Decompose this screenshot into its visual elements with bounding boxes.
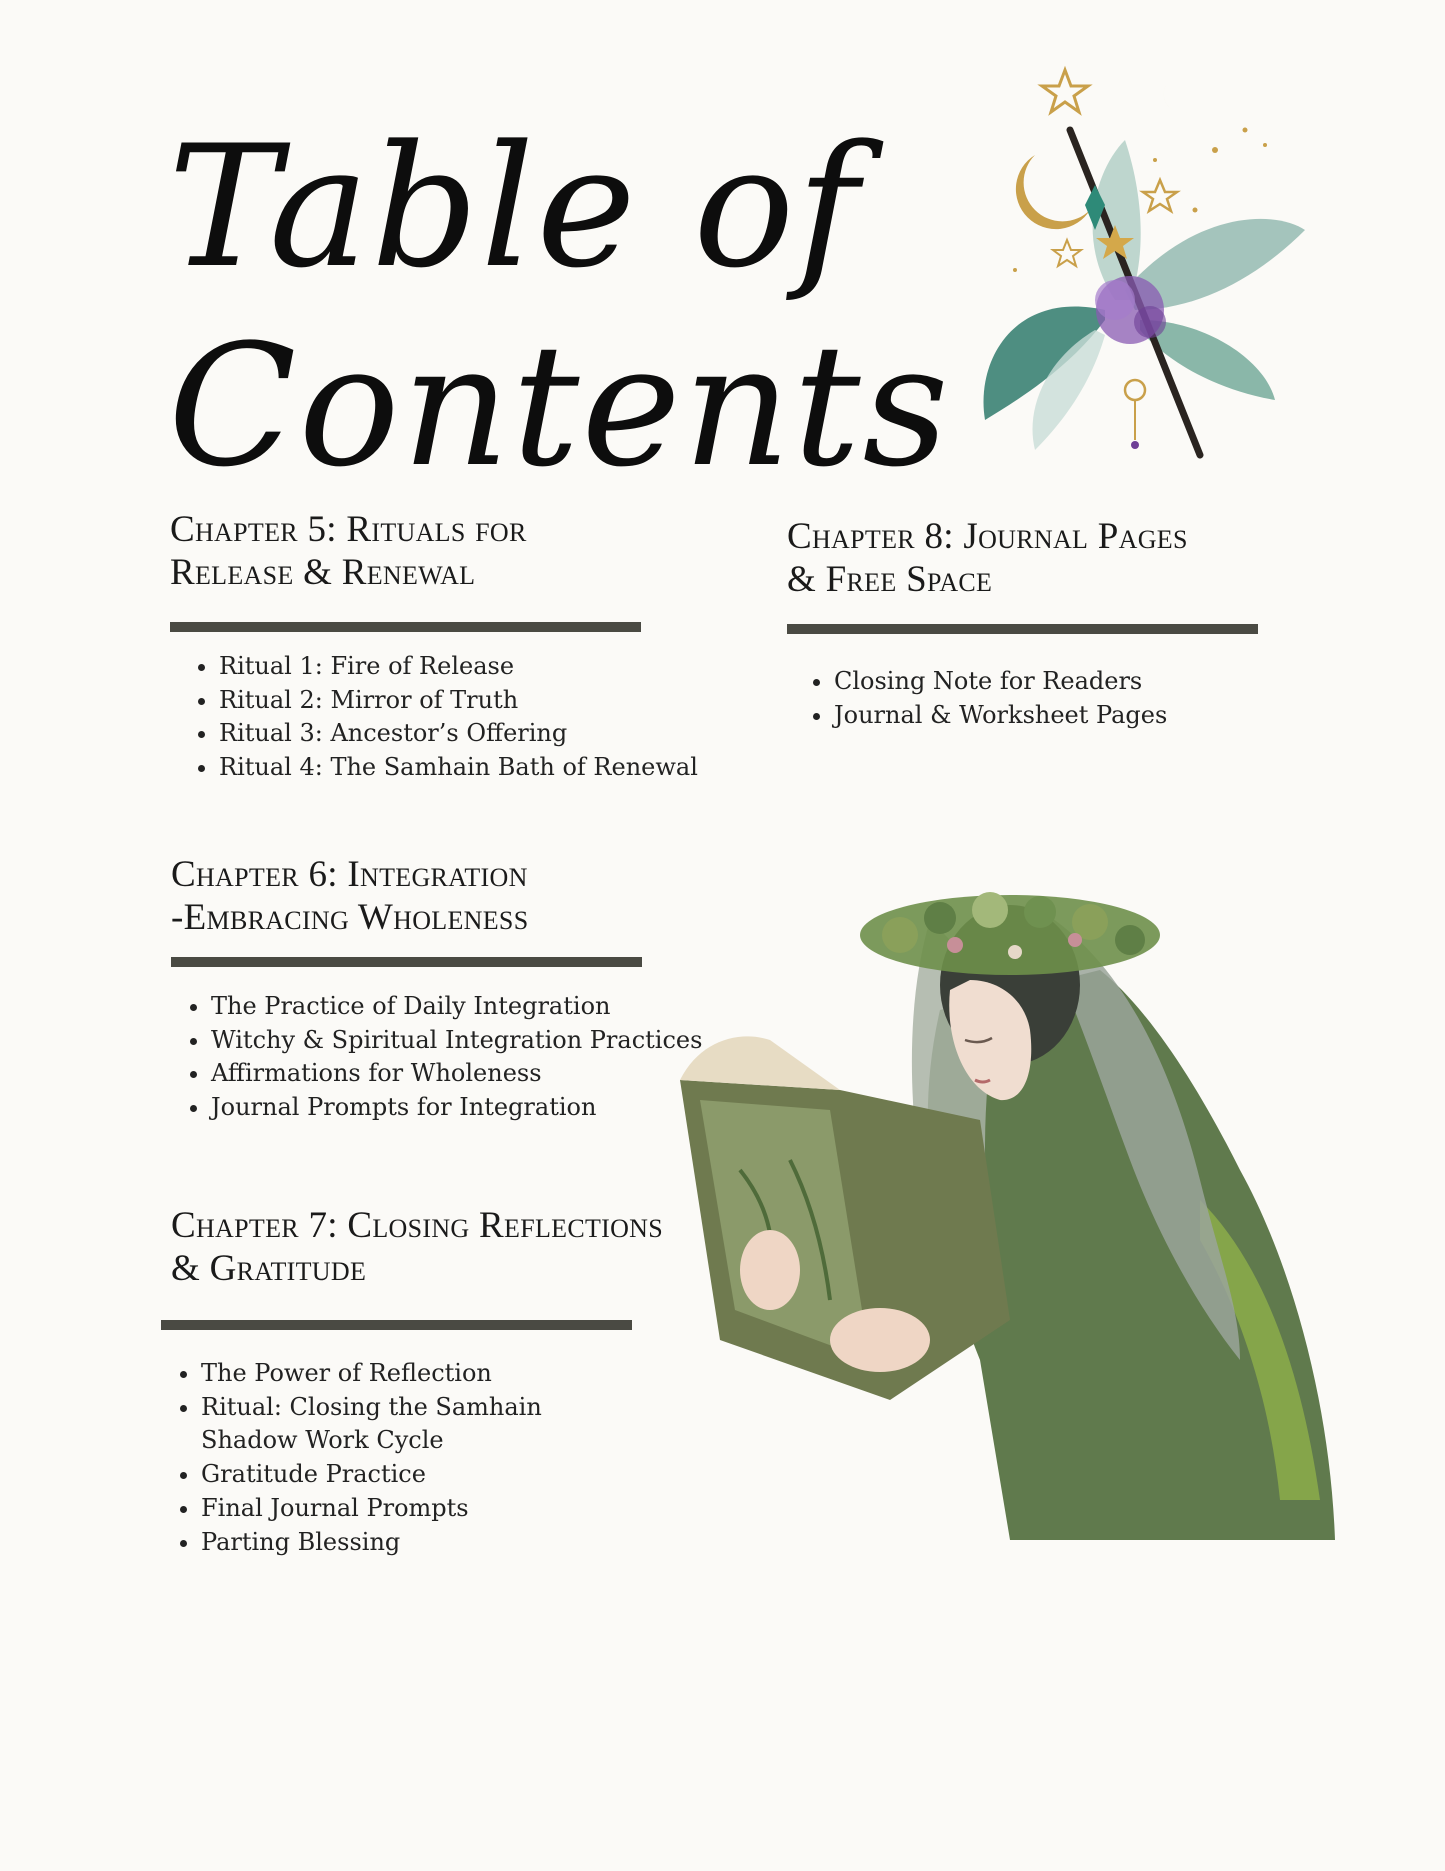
chapter-5-heading xyxy=(170,508,690,594)
chapter-7-heading-line-1: Chapter 7: Closing Reflections xyxy=(171,1205,664,1246)
chapter-8-heading xyxy=(787,515,1307,601)
chapter-6-divider xyxy=(171,957,642,967)
chapter-7-heading-line-2: & Gratitude xyxy=(171,1248,367,1289)
chapter-8-section xyxy=(787,515,1307,755)
list-item: • Journal & Worksheet Pages xyxy=(834,699,1314,733)
chapter-6-section xyxy=(171,853,703,1133)
list-item: • Ritual: Closing the Samhain Shadow Work Cycle xyxy=(201,1391,631,1458)
chapter-5-section xyxy=(170,508,698,788)
chapter-8-list xyxy=(804,665,1314,732)
chapter-5-list xyxy=(189,650,739,785)
wand-feather-moon-illustration xyxy=(955,60,1325,460)
forest-witch-reading-book-illustration xyxy=(680,840,1345,1540)
list-item: • The Practice of Daily Integration xyxy=(211,990,731,1024)
list-item: • Affirmations for Wholeness xyxy=(211,1057,731,1091)
list-item: • Ritual 4: The Samhain Bath of Renewal xyxy=(219,751,739,785)
chapter-5-heading-line-1: Chapter 5: Rituals for xyxy=(170,509,527,550)
list-item: • Ritual 2: Mirror of Truth xyxy=(219,684,739,718)
list-item: • Witchy & Spiritual Integration Practices xyxy=(211,1024,731,1058)
page-title xyxy=(168,105,951,509)
list-item: • Ritual 1: Fire of Release xyxy=(219,650,739,684)
chapter-5-heading-line-2: Release & Renewal xyxy=(170,552,476,593)
chapter-7-list xyxy=(171,1357,631,1559)
chapter-7-divider xyxy=(161,1320,632,1330)
chapter-7-heading xyxy=(171,1204,691,1290)
chapter-6-heading xyxy=(171,853,691,939)
chapter-8-heading-line-2: & Free Space xyxy=(787,559,993,600)
chapter-8-heading-line-1: Chapter 8: Journal Pages xyxy=(787,516,1188,557)
chapter-6-heading-line-1: Chapter 6: Integration xyxy=(171,854,528,895)
chapter-8-divider xyxy=(787,624,1258,634)
chapter-7-section xyxy=(171,1204,691,1584)
chapter-5-divider xyxy=(170,622,641,632)
list-item: • Ritual 3: Ancestor’s Offering xyxy=(219,717,739,751)
list-item: • Closing Note for Readers xyxy=(834,665,1314,699)
list-item: • Parting Blessing xyxy=(201,1526,631,1560)
chapter-6-heading-line-2: -Embracing Wholeness xyxy=(171,897,529,938)
page-title-line-2: Contents xyxy=(168,308,951,504)
list-item: • Journal Prompts for Integration xyxy=(211,1091,731,1125)
list-item: • Gratitude Practice xyxy=(201,1458,631,1492)
page-title-line-1: Table of xyxy=(168,109,861,305)
chapter-6-list xyxy=(181,990,731,1125)
list-item: • The Power of Reflection xyxy=(201,1357,631,1391)
list-item: • Final Journal Prompts xyxy=(201,1492,631,1526)
